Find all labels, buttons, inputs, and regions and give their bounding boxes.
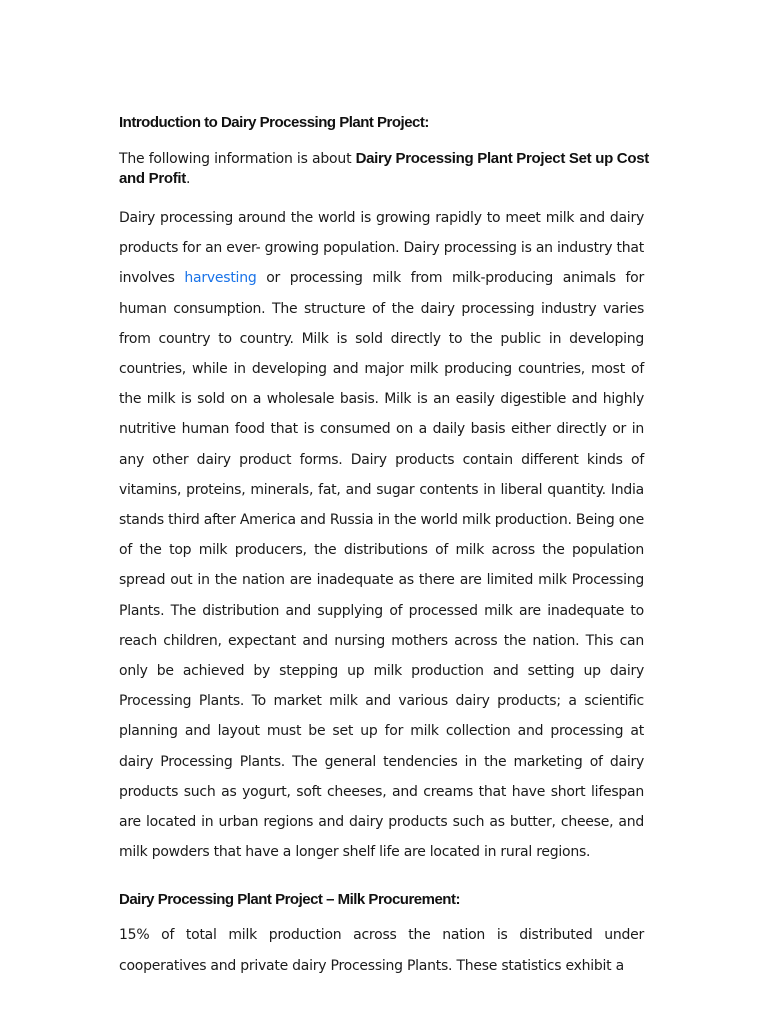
document-page [119,114,649,981]
harvesting-link[interactable]: harvesting [184,270,257,287]
intro-prefix: The following information is about [119,151,356,167]
body-paragraph [119,203,644,867]
intro-heading: Introduction to Dairy Processing Plant Project: [119,114,429,131]
paragraph-text-part1: Dairy processing around the world is growing rapidly to meet milk and dairy products for an ever- growing population. Dairy processing is an industry that involves [119,210,644,287]
intro-suffix: . [186,171,191,187]
intro-line [119,149,664,189]
intro-bold-title: Dairy Processing Plant Project Set up Cost and Profit [119,150,649,187]
section-heading: Dairy Processing Plant Project – Milk Procurement: [119,891,460,909]
body-paragraph-2: 15% of total milk production across the nation is distributed under cooperatives and private dairy Processing Plants. These statistics exhibit a [119,927,644,974]
paragraph-text-part2: or processing milk from milk-producing animals for human consumption. The structure of the dairy processing industry varies from country to country. Milk is sold directly to the public in developing countries, while in developing and major milk producing countries, most of the milk is sold on a wholesale basis. Milk is an easily digestible and highly nutritive human food that is consumed on a daily basis either directly or in any other dairy product forms. Dairy products contain different kinds of vitamins, proteins, minerals, fat, and sugar contents in liberal quantity. India stands third after America and Russia in the world milk production. Being one of the top milk producers, the distributions of milk across the population spread out in the nation are inadequate as there are limited milk Processing Plants. The distribution and supplying of processed milk are inadequate to reach children, expectant and nursing mothers across the nation. This can only be achieved by stepping up milk production and setting up dairy Processing Plants. To market milk and various dairy products; a scientific planning and layout must be set up for milk collection and processing at dairy Processing Plants. The general tendencies in the marketing of dairy products such as yogurt, soft cheeses, and creams that have short lifespan are located in urban regions and dairy products such as butter, cheese, and milk powders that have a longer shelf life are located in rural regions. [119,270,644,861]
